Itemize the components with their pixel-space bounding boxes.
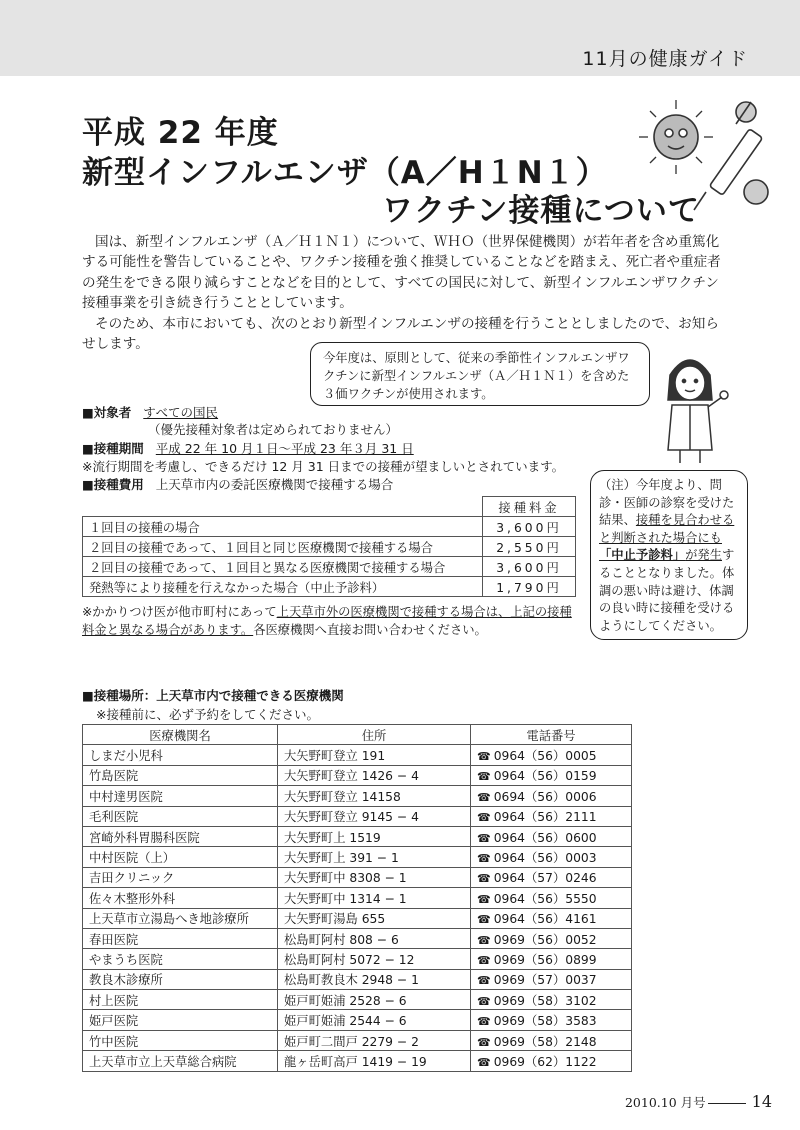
phone-icon: ☎ [477,953,491,967]
clinic-name: しまだ小児科 [83,745,278,765]
fee-price: 2,550円 [483,537,576,557]
phone-icon: ☎ [477,1035,491,1049]
clinic-address: 姫戸町二間戸 2279 − 2 [278,1030,471,1050]
clinic-phone-cell [471,969,632,989]
side-note-c: 「中止予診料」 [599,548,686,563]
clinic-name: 上天草市立湯島へき地診療所 [83,908,278,928]
issue-label: 2010.10 月号 [624,1095,706,1110]
clinic-phone-cell [471,1030,632,1050]
phone-icon: ☎ [477,872,491,886]
cost-row [82,476,393,493]
phone-icon: ☎ [477,831,491,845]
footer [625,1092,772,1111]
clinic-address: 松島町阿村 808 − 6 [278,928,471,948]
clinic-table-header [83,725,632,745]
side-note-box [590,470,748,640]
clinic-phone-cell [471,908,632,928]
clinic-address: 松島町阿村 5072 − 12 [278,949,471,969]
clinic-name: 春田医院 [83,928,278,948]
side-note-a: （注）今年度より、問診・医師の診察を受けた結果、 [599,478,735,528]
clinic-address: 大矢野町登立 14158 [278,786,471,806]
column-header: 医療機関名 [83,725,278,745]
clinics-heading: ■接種場所：上天草市内で接種できる医療機関 [82,688,344,703]
clinic-row [83,1010,632,1030]
clinic-name: 宮崎外科胃腸科医院 [83,826,278,846]
clinic-address: 大矢野町上 1519 [278,826,471,846]
clinic-address: 姫戸町姫浦 2528 − 6 [278,990,471,1010]
clinic-row [83,806,632,826]
cost-value: 上天草市内の委託医療機関で接種する場合 [155,477,394,492]
clinic-phone-cell [471,765,632,785]
page-number: 14 [751,1092,772,1111]
period-value: 平成 22 年 10 月１日〜平成 23 年３月 31 日 [155,441,414,456]
phone-icon: ☎ [477,974,491,988]
fee-table [82,496,576,597]
clinic-phone: 0969（56）0899 [493,952,597,967]
phone-icon: ☎ [477,933,491,947]
fee-row [83,557,576,577]
clinic-row [83,949,632,969]
clinic-name: やまうち医院 [83,949,278,969]
fee-price: 3,600円 [483,557,576,577]
clinic-address: 大矢野町上 391 − 1 [278,847,471,867]
phone-icon: ☎ [477,852,491,866]
footer-divider [708,1103,746,1104]
clinic-name: 上天草市立上天草総合病院 [83,1051,278,1071]
fee-note-b: 上天草市外の医療機関で接種する場合は、上記の接種料金と異なる場合があります。 [82,605,572,637]
clinic-name: 竹島医院 [83,765,278,785]
clinic-name: 教良木診療所 [83,969,278,989]
clinic-row [83,888,632,908]
period-label: ■接種期間 [82,441,144,456]
clinic-phone: 0964（56）4161 [493,912,597,927]
virus-syringe-illustration [636,92,786,222]
clinic-phone-cell [471,1010,632,1030]
clinic-phone-cell [471,847,632,867]
title-line-3: ワクチン接種について [382,193,700,229]
column-header: 住所 [278,725,471,745]
clinic-phone: 0964（56）0003 [493,851,597,866]
side-note-b: 接種を見合わせると判断された場合にも [599,513,735,545]
clinic-phone-cell [471,990,632,1010]
clinic-name: 吉田クリニック [83,867,278,887]
clinic-address: 松島町教良木 2948 − 1 [278,969,471,989]
fee-note [82,603,582,639]
clinic-name: 竹中医院 [83,1030,278,1050]
clinic-name: 毛利医院 [83,806,278,826]
clinic-address: 大矢野町中 1314 − 1 [278,888,471,908]
clinic-phone: 0964（56）0600 [493,830,597,845]
column-header: 電話番号 [471,725,632,745]
clinic-phone-cell [471,888,632,908]
nurse-illustration [640,345,740,465]
clinic-address: 大矢野町登立 9145 − 4 [278,806,471,826]
fee-price: 1,790円 [483,577,576,597]
phone-icon: ☎ [477,770,491,784]
fee-case: ２回目の接種であって、１回目と同じ医療機関で接種する場合 [83,537,483,557]
clinic-row [83,786,632,806]
intro-paragraph-1: 国は、新型インフルエンザ（Ａ／Ｈ１Ｎ１）について、ＷＨＯ（世界保健機関）が若年者を含め重篤化する可能性を警告していることや、ワクチン接種を強く推奨していることなどを踏まえ、死亡者や重症者の発生をできる限り減らすことなどを目的として、すべての国民に対して、新型インフルエンザワクチン接種事業を引き続き行うこととしています。 [82,234,721,312]
header-bar [0,0,800,76]
clinic-phone-cell [471,786,632,806]
clinic-phone: 0964（56）5550 [493,891,597,906]
title-line-2: 新型インフルエンザ（A／H１N１） [82,155,608,191]
fee-case: １回目の接種の場合 [83,517,483,537]
fee-row [83,537,576,557]
clinic-row [83,908,632,928]
clinic-row [83,745,632,765]
period-row [82,440,414,457]
fee-case: 発熱等により接種を行えなかった場合（中止予診料） [83,577,483,597]
clinic-phone-cell [471,745,632,765]
clinic-row [83,826,632,846]
clinic-address: 龍ヶ岳町高戸 1419 − 19 [278,1051,471,1071]
phone-icon: ☎ [477,994,491,1008]
target-value: すべての国民 [143,405,219,420]
clinic-address: 大矢野町湯島 655 [278,908,471,928]
fee-note-a: ※かかりつけ医が他市町村にあって [82,605,277,619]
clinic-phone: 0694（56）0006 [493,789,597,804]
clinic-name: 中村医院（上） [83,847,278,867]
clinic-phone-cell [471,867,632,887]
clinic-address: 大矢野町中 8308 − 1 [278,867,471,887]
clinic-phone: 0969（62）1122 [493,1054,597,1069]
target-label: ■対象者 [82,405,132,420]
clinic-phone-cell [471,949,632,969]
clinic-address: 姫戸町姫浦 2544 − 6 [278,1010,471,1030]
clinic-phone-cell [471,928,632,948]
clinic-row [83,1051,632,1071]
phone-icon: ☎ [477,750,491,764]
clinic-phone: 0969（58）3102 [493,993,597,1008]
clinic-address: 大矢野町登立 191 [278,745,471,765]
clinic-table-body [83,745,632,1071]
phone-icon: ☎ [477,811,491,825]
phone-icon: ☎ [477,913,491,927]
clinic-row [83,1030,632,1050]
fee-price: 3,600円 [483,517,576,537]
phone-icon: ☎ [477,790,491,804]
page-section-title: 11月の健康ガイド [582,48,748,70]
clinic-phone: 0969（58）3583 [493,1014,597,1029]
cost-label: ■接種費用 [82,477,144,492]
clinic-phone: 0964（57）0246 [493,871,597,886]
clinic-name: 佐々木整形外科 [83,888,278,908]
fee-row [83,577,576,597]
clinic-row [83,928,632,948]
phone-icon: ☎ [477,892,491,906]
fee-table-header [83,497,576,517]
speech-bubble: 今年度は、原則として、従来の季節性インフルエンザワクチンに新型インフルエンザ（Ａ／Ｈ１Ｎ１）を含めた３価ワクチンが使用されます。 [310,342,650,406]
clinic-phone-cell [471,806,632,826]
fee-header-price: 接種料金 [483,497,576,517]
clinic-name: 姫戸医院 [83,1010,278,1030]
clinic-address: 大矢野町登立 1426 − 4 [278,765,471,785]
side-note-e: することとなりました。体調の悪い時は避け、体調の良い時に接種を受けるようにしてください。 [599,548,735,633]
clinic-name: 中村達男医院 [83,786,278,806]
clinic-phone: 0964（56）0005 [493,749,597,764]
clinic-phone: 0969（57）0037 [493,973,597,988]
intro-text [82,232,732,354]
clinic-phone-cell [471,1051,632,1071]
clinic-phone: 0969（56）0052 [493,932,597,947]
target-row [82,404,218,421]
clinic-row [83,990,632,1010]
clinic-phone-cell [471,826,632,846]
fee-note-c: 各医療機関へ直接お問い合わせください。 [253,623,487,637]
clinic-row [83,969,632,989]
title-line-1: 平成 22 年度 [82,115,279,151]
clinic-row [83,867,632,887]
fee-case: ２回目の接種であって、１回目と異なる医療機関で接種する場合 [83,557,483,577]
fee-row [83,517,576,537]
clinic-name: 村上医院 [83,990,278,1010]
clinic-phone: 0969（58）2148 [493,1034,597,1049]
phone-icon: ☎ [477,1055,491,1069]
clinic-row [83,847,632,867]
side-note-d: が発生 [685,548,722,563]
clinic-phone: 0964（56）2111 [493,810,597,825]
clinics-note: ※接種前に、必ず予約をしてください。 [96,707,319,722]
clinic-table [82,724,632,1072]
target-sub: （優先接種対象者は定められておりません） [148,422,399,437]
intro-paragraph-2: そのため、本市においても、次のとおり新型インフルエンザの接種を行うこととしましたので、お知らせします。 [82,315,719,353]
clinic-row [83,765,632,785]
clinic-phone: 0964（56）0159 [493,769,597,784]
phone-icon: ☎ [477,1015,491,1029]
period-note: ※流行期間を考慮し、できるだけ 12 月 31 日までの接種が望ましいとされています。 [82,459,565,474]
